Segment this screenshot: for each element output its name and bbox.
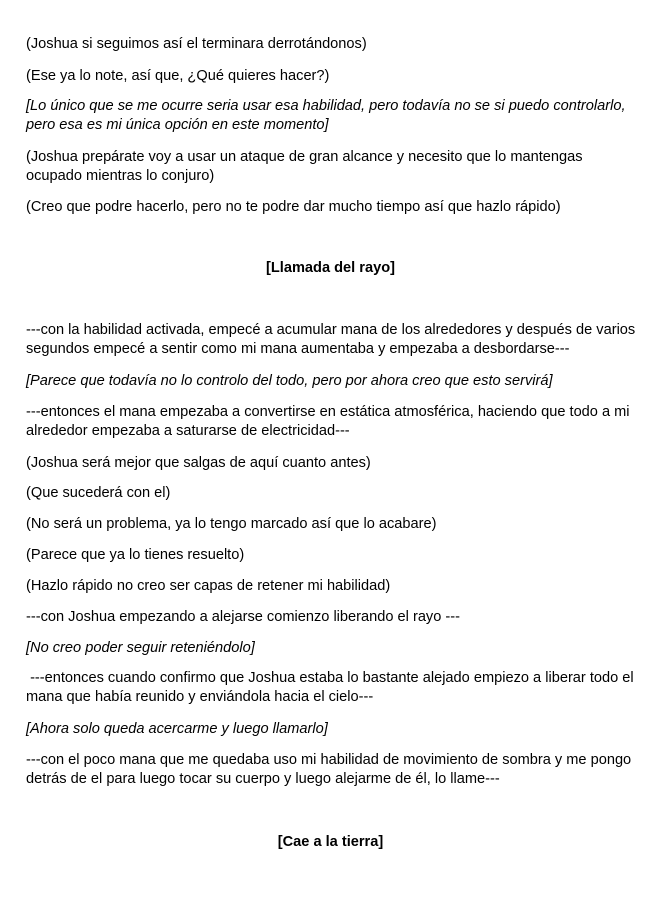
thought-paragraph: [Parece que todavía no lo controlo del todo, pero por ahora creo que esto servirá]	[26, 373, 553, 389]
dialogue-paragraph: (Joshua prepárate voy a usar un ataque de gran alcance y necesito que lo mantengas ocupado mientras lo conjuro)	[26, 149, 583, 184]
narration-paragraph: ---con Joshua empezando a alejarse comienzo liberando el rayo ---	[26, 609, 460, 625]
dialogue-paragraph: (No será un problema, ya lo tengo marcado así que lo acabare)	[26, 516, 437, 532]
dialogue-paragraph: (Ese ya lo note, así que, ¿Qué quieres hacer?)	[26, 68, 330, 84]
dialogue-paragraph: (Creo que podre hacerlo, pero no te podre dar mucho tiempo así que hazlo rápido)	[26, 199, 561, 215]
thought-paragraph: [Lo único que se me ocurre seria usar esa habilidad, pero todavía no se si puedo controlarlo, pero esa es mi única opción en este momento]	[26, 98, 626, 133]
thought-paragraph: [No creo poder seguir reteniéndolo]	[26, 640, 255, 656]
section-heading: [Llamada del rayo]	[266, 260, 395, 276]
dialogue-paragraph: (Que sucederá con el)	[26, 485, 171, 501]
dialogue-paragraph: (Joshua será mejor que salgas de aquí cuanto antes)	[26, 455, 371, 471]
narration-paragraph: ---con la habilidad activada, empecé a acumular mana de los alrededores y después de varios segundos empecé a sentir como mi mana aumentaba y empezaba a desbordarse---	[26, 322, 636, 357]
dialogue-paragraph: (Parece que ya lo tienes resuelto)	[26, 547, 245, 563]
thought-paragraph: [Ahora solo queda acercarme y luego llamarlo]	[26, 721, 328, 737]
dialogue-paragraph: (Hazlo rápido no creo ser capas de retener mi habilidad)	[26, 578, 391, 594]
narration-paragraph: ---con el poco mana que me quedaba uso mi habilidad de movimiento de sombra y me pongo detrás de el para luego tocar su cuerpo y luego alejarme de él, lo llame---	[26, 752, 632, 787]
section-heading: [Cae a la tierra]	[277, 834, 384, 850]
narration-paragraph: ---entonces cuando confirmo que Joshua estaba lo bastante alejado empiezo a liberar todo el mana que había reunido y enviándola hacia el cielo---	[26, 670, 638, 705]
narration-paragraph: ---entonces el mana empezaba a convertirse en estática atmosférica, haciendo que todo a mi alrededor empezaba a saturarse de electricidad---	[26, 404, 630, 439]
dialogue-paragraph: (Joshua si seguimos así el terminara derrotándonos)	[26, 36, 367, 52]
